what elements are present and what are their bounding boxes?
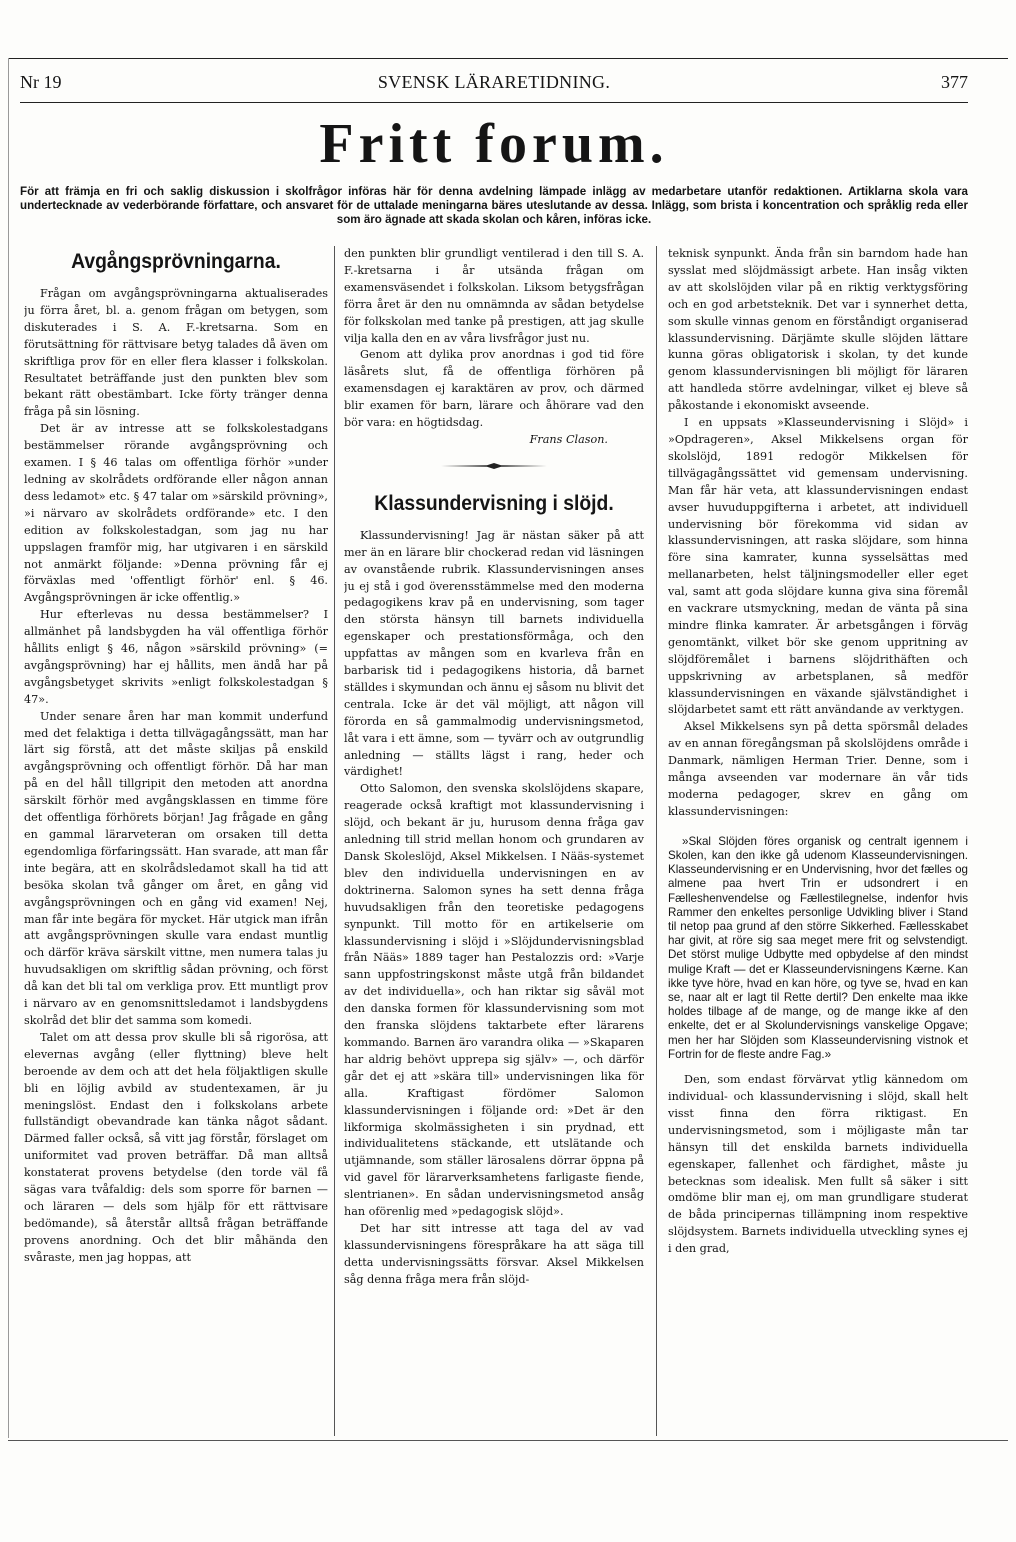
section-title: Fritt forum. (319, 113, 669, 175)
page-top-rule (8, 58, 1008, 59)
quote-text: »Skal Slöjden föres organisk og centralt igennem i Skolen, kan den ikke gå udenom Klasseundervisningen. Klasseundervisning er en Undervisning, hvor det fælles og almene paa hvert Trin er udsondrert i en Fælleshenvendelse og Fællestilegnelse, indenfor hvis Rammer den enkeltes personlige Udvikling bliver i Stand til netop paa grund af den större Sikkerhed. Fællesskabet har givit, at röre sig saa meget mere frit og selvstendigt. Det störst mulige Udbytte med opbydelse af den mindst mulige Kraft — det er Klasseundervisningens Kærne. Kan ikke tyve höre, hvad en kan höre, og tyve se, hvad en kan se, naar alt er lagt til Rette dertil? Den enkelte maa ikke holdes tilbage af de mange, og de mange ikke af den enkelte, det er al Skolundervisnings vanskelige Opgave; men her har Slöjden som Klasseundervisning vistnok et Fortrin for de fleste andre Fag.» (668, 834, 968, 1061)
paragraph: Genom att dylika prov anordnas i god tid före läsårets slut, få de offentliga förhören på examensdagen ej karaktären av prov, och därmed blir examen för barn, lärare och åhörare vad den bör vara: en högtidsdag. (344, 348, 644, 430)
section-intro: För att främja en fri och saklig diskussion i skolfrågor införas här för denna avdelning lämpade inlägg av medarbetare utanför redaktionen. Artiklarna skola vara undertecknade av vederbörande författare, och ansvaret för de uttalade meningarna bäres uteslutande av dessa. Inlägg, som brista i koncentration och språklig reda eller som äro ägnade att skada skolan och kåren, införas icke. (20, 185, 968, 226)
paragraph: Otto Salomon, den svenska skolslöjdens skapare, reagerade också kraftigt mot klassundervisning i slöjd, och bekant är ju, hurusom denna fråga gav anledning till strid mellan honom och grundaren av Dansk Skoleslöjd, Aksel Mikkelsen. I Nääs-systemet blev den individuella undervisningen en av doktrinerna. Salomon synes ha sett denna fråga huvudsakligen från den teoretiske pedagogens synpunkt. Till motto för en artikelserie om klassundervisning i slöjd i »Slöjdundervisningsblad från Nääs» 1889 tager han Pestalozzis ord: »Varje sann uppfostringskonst måste utgå från bildandet av det individuella», och han riktar sig såväl mot den danska formen för klassundervisning som mot den franska slöjdens taktarbete efter lärarens kommando. Barnen äro varandra olika — »Skaparen har aldrig behövt upprepa sig själv» —, och därför går det ej att »skära till» undervisningen lika för alla. Kraftigast fördömer Salomon klassundervisningen i följande ord: »Det är den likformiga skolmässigheten i sin prydnad, ett individualitetens stäckande, ett utslätande och utjämnande, som ställer lärosalens dörrar öppna på vid gavel för lärarverksamhetens farligaste fiende, slentrianen». En sådan undervisningsmetod ansåg han oförenlig med »pedagogisk slöjd». (344, 782, 644, 1219)
article-heading-avgangsprovningarna: Avgångsprövningarna. (71, 250, 281, 273)
paragraph: Den, som endast förvärvat ytlig kännedom om individual- och klassundervisning i slöjd, skall helt visst finna den förra riktigast. En undervisningsmetod, som i möjligaste mån tar hänsyn till det enskilda barnets individuella egenskaper, fallenhet och färdighet, måste ju betecknas som idealisk. Men fullt så säker i sitt omdöme blir man ej, om man grundligare studerat de båda principernas tillämpning inom respektive slöjdsystem. Barnets individuella utveckling synes ej i den grad, (668, 1073, 968, 1256)
header-rule (20, 102, 968, 103)
paragraph: Det är av intresse att se folkskolestadgans bestämmelser rörande avgångsprövning och examen. I § 46 talas om offentliga förhör »under ledning av skolrådets ordförande eller någon annan dess ledamot» etc. § 47 talar om »särskild prövning», »i närvaro av skolrådets ordförande» etc. I den edition av folkskolestadgan, som jag nu har uppslagen framför mig, har utgivaren i en särskild not anmärkt följande: »Denna prövning får ej förväxlas med 'offentligt förhör' enl. § 46. Avgångsprövningen är icke offentlig.» (24, 422, 328, 605)
column-rule-2 (656, 246, 657, 1436)
danish-quote-block (668, 835, 968, 1062)
column-rule-1 (334, 246, 335, 1436)
paragraph: Hur efterlevas nu dessa bestämmelser? I allmänhet på landsbygden ha väl offentliga förhör hållits enligt § 46, någon »särskild prövning» (= avgångsprövning) har ej hållits, men ändå har på avgångsbetyget skrivits »enligt folkskolestadgan § 47». (24, 608, 328, 706)
paragraph: teknisk synpunkt. Ända från sin barndom hade han sysslat med slöjdmässigt arbete. Han insåg vikten av att skolslöjden vilar på en riktig verktygsföring och en god arbetsteknik. Det var i synnerhet detta, som skulle vinnas genom en förståndigt organiserad klassundervisning. Därjämte skulle slöjden lättare kunna göras obligatorisk i skolan, ty det kunde genom klassundervisningen bli möjligt för läraren att handleda större avdelningar, vilket ej bleve så påkostande i ekonomiskt avseende. (668, 247, 968, 413)
paragraph: Under senare åren har man kommit underfund med det felaktiga i detta tillvägagångssätt, man har lärt sig förstå, att det måste skiljas på enskild avgångsprövning och offentligt förhör. Då har man på en del håll tillgripit den metoden att anordna särskilt förhör med avgångsklassen en timme före det offentliga förhörets början! Jag frågade en gång en gammal lärarveteran om orsaken till detta egendomliga förfaringssätt. Han svarade, att man får inte begära, att en skolrådsledamot skall ha tid att besöka skolan två gånger om året, en gång vid avgångsprövningen och en gång vid examen! Nej, man får inte begära för mycket. Här utgick man ifrån att avgångsprövningen skulle vara endast muntlig och därför kräva särskilt vittne, men numera talas ju huvudsakligen om skriftlig sådan prövning, och först då kan det bli tal om verkliga prov. Ett muntligt prov i närvaro av en genomsnittsledamot i landsbygdens skolråd det blir det samma som komedi. (24, 709, 328, 1027)
column-1 (24, 246, 328, 1436)
paragraph: Aksel Mikkelsens syn på detta spörsmål delades av en annan föregångsman på skolslöjdens område i Danmark, nämligen Herman Trier. Denne, som i många avseenden var modernare än vår tids moderna pedagoger, skrev en gång om klassundervisningen: (668, 720, 968, 818)
journal-name: SVENSK LÄRARETIDNING. (377, 72, 611, 92)
author-signature: Frans Clason. (529, 432, 608, 446)
paragraph: Det har sitt intresse att taga del av vad klassundervisningens förespråkare ha att säga till detta undervisningssätts försvar. Aksel Mikkelsen såg denna fråga mera från slöjd- (344, 1221, 644, 1286)
column-2 (344, 246, 644, 1436)
paragraph: Frågan om avgångsprövningarna aktualiserades ju förra året, bl. a. genom frågan om betygen, som diskuterades i S. A. F.-kretsarna. Som en förutsättning för rättvisare betyg talades då även om skriftliga prov för en eller flera klasser i folkskolan. Resultatet beträffande just den punkten blev som bekant rätt obestämbart. Icke förty tränger denna fråga på sin lösning. (24, 287, 328, 419)
divider-ornament (344, 459, 644, 476)
issue-number: Nr 19 (20, 72, 62, 92)
page-bottom-rule (8, 1440, 1008, 1441)
article-heading-klassundervisning: Klassundervisning i slöjd. (374, 491, 614, 515)
running-header (20, 72, 968, 98)
page-left-rule (8, 58, 9, 1438)
column-3 (668, 246, 968, 1436)
paragraph: I en uppsats »Klasseundervisning i Slöjd» i »Opdrageren», Aksel Mikkelsens organ för skolslöjd, 1891 redogör Mikkelsen för tillvägagångssättet vid gemensam undervisning. Man får här veta, att klassundervisningen endast avser huvuduppgifterna i arbetet, att individuell undervisning bör förekomma vid sidan av klassundervisningen, att raska slöjdare, som hinna före sina kamrater, kunna sysselsättas med mellanarbeten, helst täljningsmodeller eller eget val, samt att goda slöjdare kunna giva sina föremål en vackrare utsmyckning, medan de vänta på sina mindre flinka kamrater. Är arbetsgången i förväg genomtänkt, vilket bör ske genom uppritning av slöjdföremålet i barnens slöjdrithäften och uppskrivning av arbetsplanen, så medför klassundervisningen en växande självständighet i slöjdarbetet samt ett rätt användande av verktygen. (668, 416, 968, 717)
page-number: 377 (941, 72, 968, 92)
paragraph: Talet om att dessa prov skulle bli så rigorösa, att elevernas avgång (eller flyttning) bleve helt beroende av dem och att det hela följaktligen skulle bli en löjlig avbild av studentexamen, är ju meningslöst. Endast den i folkskolans arbete fullständigt obevandrade kan tänka något sådant. Därmed faller också, så vitt jag förstår, förslaget om uniformitet vad proven beträffar. Då man alltså konstaterat provens betydelse (den torde väl få sägas vara tvåfaldig: dels som sporre för barnen — och läraren — dels som hjälp för ett rättvisare bedömande), så återstår alltså frågan beträffande provens anordning. Och det blir måhända den svåraste, men jag hoppas, att (24, 1030, 328, 1264)
paragraph: Klassundervisning! Jag är nästan säker på att mer än en lärare blir chockerad redan vid läsningen av ovanstående rubrik. Klassundervisningen anses ju ej stå i god överensstämmelse med den moderna pedagogikens krav på en undervisning, som tager den största hänsyn till barnets individuella egenskaper och prestationsförmåga, och den uppfattas av mången som en kvarleva från en barbarisk tid i pedagogikens historia, då barnet ställdes i skymundan och ännu ej såsom nu blivit det centrala. Icke är det väl möjligt, att någon vill förorda en så gammalmodig undervisningsmetod, låt vara i ett ämne, som — tyvärr och av outgrundlig anledning — ställts lägst i rang, heder och värdighet! (344, 528, 644, 779)
paragraph: den punkten blir grundligt ventilerad i den till S. A. F.-kretsarna i år utsända frågan om examensväsendet i folkskolan. Liksom betygsfrågan förra året är den nu omnämnda av sådan betydelse för folkskolan med tanke på prestigen, att jag skulle vilja kalla den en av våra livsfrågor just nu. (344, 247, 644, 345)
